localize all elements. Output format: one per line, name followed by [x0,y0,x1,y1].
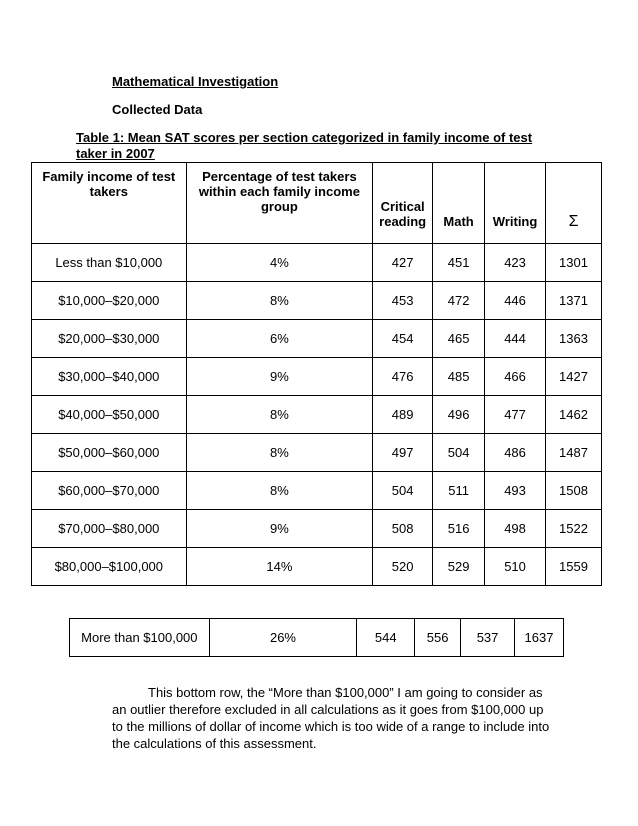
cell-percentage: 8% [186,282,373,320]
cell-income: $20,000–$30,000 [32,320,187,358]
cell-percentage: 8% [186,472,373,510]
table-header-row [32,163,602,244]
cell-sum: 1363 [546,320,602,358]
outlier-table [69,618,564,657]
cell-critical-reading: 454 [373,320,433,358]
cell-critical-reading: 497 [373,434,433,472]
header-critical-reading: Critical reading [373,163,433,244]
cell-percentage: 6% [186,320,373,358]
cell-writing: 486 [485,434,546,472]
cell-math: 516 [433,510,485,548]
cell-critical-reading: 489 [373,396,433,434]
table-row [32,396,602,434]
cell-income: $50,000–$60,000 [32,434,187,472]
cell-percentage: 4% [186,244,373,282]
outlier-income: More than $100,000 [70,619,210,657]
cell-writing: 477 [485,396,546,434]
table-row [32,472,602,510]
table-row [32,548,602,586]
cell-writing: 446 [485,282,546,320]
cell-sum: 1301 [546,244,602,282]
cell-percentage: 9% [186,358,373,396]
outlier-critical-reading: 544 [357,619,415,657]
sat-scores-table [31,162,602,586]
cell-writing: 423 [485,244,546,282]
cell-critical-reading: 508 [373,510,433,548]
cell-writing: 466 [485,358,546,396]
cell-math: 496 [433,396,485,434]
cell-income: Less than $10,000 [32,244,187,282]
outlier-note [112,684,557,752]
cell-critical-reading: 453 [373,282,433,320]
cell-writing: 498 [485,510,546,548]
cell-sum: 1427 [546,358,602,396]
header-percentage: Percentage of test takers within each family income group [186,163,373,244]
cell-income: $70,000–$80,000 [32,510,187,548]
cell-math: 504 [433,434,485,472]
cell-sum: 1487 [546,434,602,472]
cell-income: $60,000–$70,000 [32,472,187,510]
cell-sum: 1371 [546,282,602,320]
cell-math: 451 [433,244,485,282]
document-subtitle: Collected Data [112,102,203,117]
table-row [32,510,602,548]
cell-sum: 1508 [546,472,602,510]
cell-writing: 510 [485,548,546,586]
document-title: Mathematical Investigation [112,74,279,89]
cell-math: 465 [433,320,485,358]
table-row [32,434,602,472]
outlier-percentage: 26% [209,619,357,657]
cell-percentage: 14% [186,548,373,586]
cell-income: $30,000–$40,000 [32,358,187,396]
cell-critical-reading: 427 [373,244,433,282]
cell-percentage: 9% [186,510,373,548]
cell-income: $10,000–$20,000 [32,282,187,320]
outlier-sum: 1637 [515,619,564,657]
cell-writing: 444 [485,320,546,358]
table-row [32,320,602,358]
header-writing: Writing [485,163,546,244]
outlier-writing: 537 [461,619,515,657]
outlier-math: 556 [415,619,461,657]
table-row [32,358,602,396]
cell-sum: 1462 [546,396,602,434]
table-row [32,244,602,282]
cell-math: 529 [433,548,485,586]
outlier-row [70,619,564,657]
cell-critical-reading: 520 [373,548,433,586]
cell-percentage: 8% [186,434,373,472]
cell-math: 472 [433,282,485,320]
cell-writing: 493 [485,472,546,510]
cell-income: $40,000–$50,000 [32,396,187,434]
cell-sum: 1522 [546,510,602,548]
header-sum: Σ [546,163,602,244]
cell-percentage: 8% [186,396,373,434]
cell-math: 511 [433,472,485,510]
cell-critical-reading: 504 [373,472,433,510]
cell-critical-reading: 476 [373,358,433,396]
header-math: Math [433,163,485,244]
cell-math: 485 [433,358,485,396]
outlier-note-text: This bottom row, the “More than $100,000” I am going to consider as an outlier therefore excluded in all calculations as it goes from $100,000 up to the millions of dollar of income which is too wide of a range to include into the calculations of this assessment. [112,685,550,751]
cell-sum: 1559 [546,548,602,586]
header-family-income: Family income of test takers [32,163,187,244]
table-caption: Table 1: Mean SAT scores per section categorized in family income of test taker in 2007 [76,130,533,161]
table-row [32,282,602,320]
cell-income: $80,000–$100,000 [32,548,187,586]
